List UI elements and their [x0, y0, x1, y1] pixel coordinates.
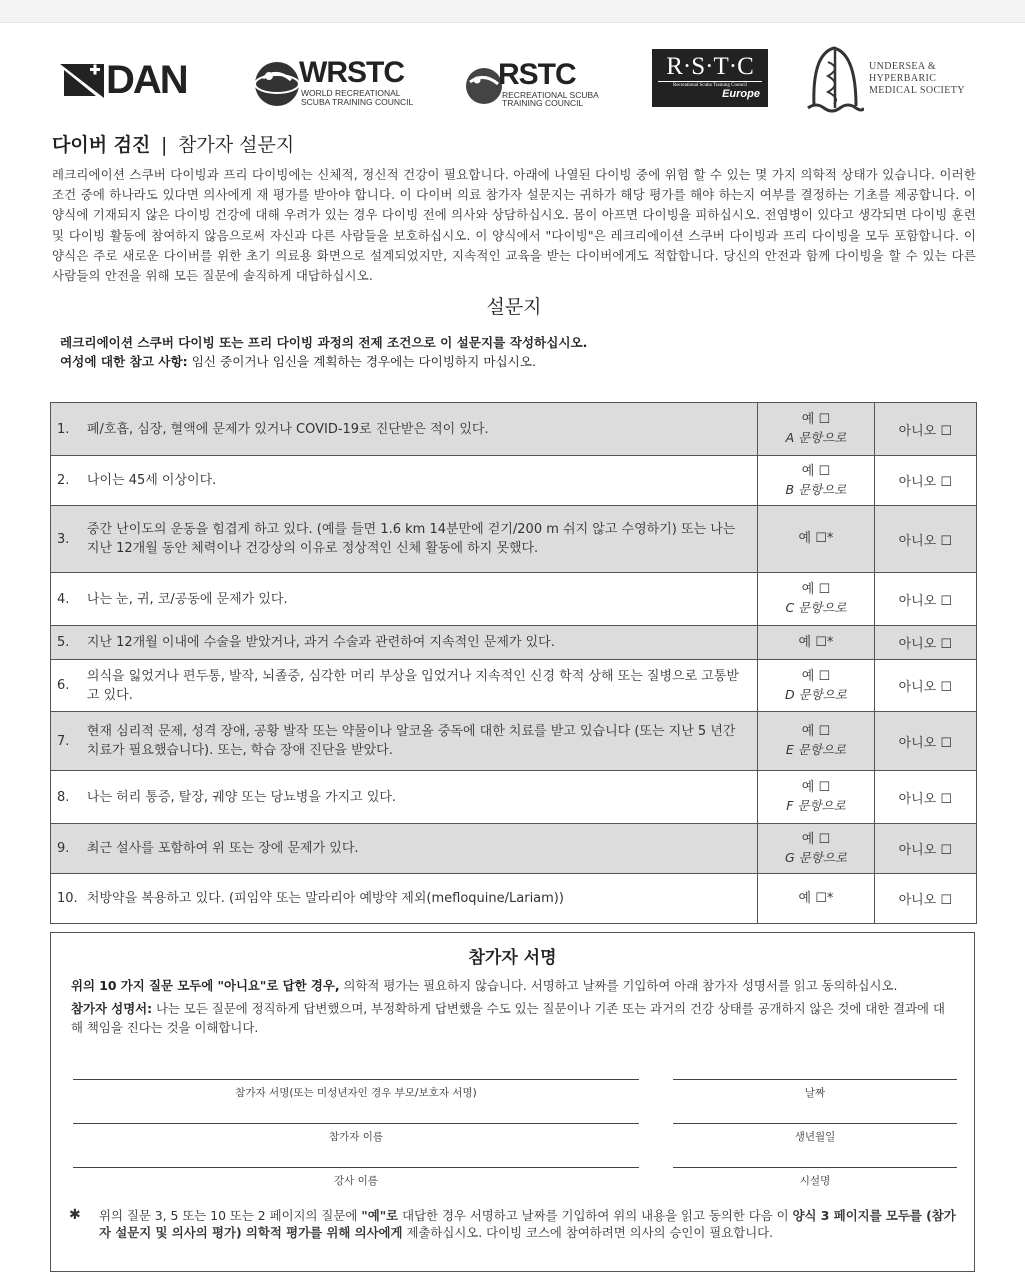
yes-checkbox[interactable]: 예 ☐ C 문항으로: [758, 573, 874, 626]
note-part: 위의 질문 3, 5 또는 10 또는 2 페이지의 질문에: [99, 1208, 362, 1223]
signature-title: 참가자 서명: [468, 948, 557, 968]
date-label: 날짜: [804, 1087, 826, 1099]
question-number: 6.: [51, 660, 83, 712]
no-answers-instruction: [71, 976, 956, 995]
no-checkbox[interactable]: 아니오 ☐: [874, 824, 976, 874]
question-row: [51, 660, 977, 712]
participant-signature-line[interactable]: [73, 1079, 639, 1080]
rstc-europe-region: Europe: [722, 88, 760, 100]
no-checkbox[interactable]: 아니오 ☐: [874, 660, 976, 712]
caduceus-icon: [806, 44, 864, 120]
question-number: 5.: [51, 626, 83, 660]
question-number: 8.: [51, 771, 83, 824]
yes-checkbox[interactable]: 예 ☐ E 문항으로: [758, 712, 874, 771]
physician-referral-note: [69, 1207, 959, 1241]
question-row: [51, 573, 977, 626]
wrstc-wordmark: WRSTC: [299, 56, 404, 89]
rstc-europe-logo: [652, 49, 768, 107]
yes-checkbox[interactable]: 예 ☐ A 문항으로: [758, 403, 874, 456]
question-text: 중간 난이도의 운동을 힘겹게 하고 있다. (예를 들면 1.6 km 14분만에 걷기/200 m 쉬지 않고 수영하기) 또는 나는 지난 12개월 동안 체력이나 건강상의 이유로 정상적인 신체 활동에 하지 못했다.: [83, 506, 758, 573]
uhms-line1: UNDERSEA &: [869, 61, 937, 72]
asterisk-icon: ✱: [69, 1207, 81, 1223]
women-note-text: 임신 중이거나 임신을 계획하는 경우에는 다이빙하지 마십시오.: [187, 354, 537, 370]
instructor-name-label: 강사 이름: [334, 1175, 378, 1187]
no-checkbox[interactable]: 아니오 ☐: [874, 573, 976, 626]
goto-section: C 문항으로: [785, 600, 847, 615]
no-checkbox[interactable]: 아니오 ☐: [874, 456, 976, 506]
yes-checkbox[interactable]: 예 ☐ B 문항으로: [758, 456, 874, 506]
facility-name-line[interactable]: [673, 1167, 957, 1168]
rstc-sub1: RECREATIONAL SCUBA: [502, 90, 599, 100]
question-number: 7.: [51, 712, 83, 771]
diver-globe-icon: [253, 60, 301, 108]
rstc-europe-sub: Recreational Scuba Training Council: [658, 81, 762, 88]
participant-signature-label: 참가자 서명(또는 미성년자인 경우 부모/보호자 서명): [235, 1087, 477, 1099]
instructor-name-line[interactable]: [73, 1167, 639, 1168]
questions-table: [50, 402, 977, 924]
no-checkbox[interactable]: 아니오 ☐: [874, 626, 976, 660]
women-note-label: 여성에 대한 참고 사항:: [60, 354, 188, 370]
question-number: 9.: [51, 824, 83, 874]
uhms-logo: [806, 44, 976, 120]
page-title: [52, 130, 976, 157]
statement-text: 나는 모든 질문에 정직하게 답변했으며, 부정확하게 답변했을 수도 있는 질문이나 기존 또는 과거의 건강 상태를 공개하지 않은 것에 대한 결과에 대해 책임을 진다는 것을 이해합니다.: [71, 1001, 945, 1035]
question-row: [51, 771, 977, 824]
rstc-wordmark: RSTC: [498, 58, 576, 91]
title-subtitle: 참가자 설문지: [178, 134, 295, 156]
statement-label: 참가자 성명서:: [71, 1001, 153, 1016]
yes-checkbox[interactable]: 예 ☐ F 문항으로: [758, 771, 874, 824]
question-number: 2.: [51, 456, 83, 506]
dan-logo: [60, 58, 210, 102]
question-text: 처방약을 복용하고 있다. (피임약 또는 말라리아 예방약 제외(mefloquine/Lariam)): [83, 874, 758, 924]
prerequisite-line: 레크리에이션 스쿠버 다이빙 또는 프리 다이빙 과정의 전제 조건으로 이 설문지를 작성하십시오.: [60, 335, 588, 351]
wrstc-sub2: SCUBA TRAINING COUNCIL: [301, 97, 414, 107]
participant-statement: [71, 999, 956, 1037]
title-main: 다이버 검진: [52, 134, 151, 156]
question-row: [51, 712, 977, 771]
no-checkbox[interactable]: 아니오 ☐: [874, 771, 976, 824]
goto-section: D 문항으로: [785, 686, 847, 702]
goto-section: A 문항으로: [785, 430, 847, 445]
question-number: 4.: [51, 573, 83, 626]
intro-paragraph: 레크리에이션 스쿠버 다이빙과 프리 다이빙에는 신체적, 정신적 건강이 필요합니다. 아래에 나열된 다이빙 중에 위험 할 수 있는 몇 가지 의학적 상태가 있습니다. 이러한 조건 중에 하나라도 있다면 의사에게 재 평가를 받아야 합니다. 이 다이버 의료 참가자 설문지는 귀하가 해당 평가를 해야 하는지 여부를 결정하는 기초를 제공합니다. 이 양식에 기재되지 않은 다이빙 건강에 대해 우려가 있는 경우 다이빙 전에 의사와 상담하십시오. 몸이 아프면 다이빙을 피하십시오. 전염병이 있다고 생각되면 다이빙 훈련 및 다이빙 활동에 참여하지 않음으로써 자신과 다른 사람들을 보호하십시오. 이 양식에서 "다이빙"은 레크리에이션 스쿠버 다이빙과 프리 다이빙을 모두 포함합니다. 이 양식은 주로 새로운 다이버를 위한 초기 의료용 화면으로 설계되었지만, 지속적인 교육을 받는 다이버에게도 적합합니다. 당신의 안전과 함께 다이빙을 할 수 있는 다른 사람들의 안전을 위해 모든 질문에 솔직하게 대답하십시오.: [52, 167, 976, 284]
form-header-section: [52, 130, 976, 371]
question-row: [51, 824, 977, 874]
question-text: 나는 허리 통증, 탈장, 궤양 또는 당뇨병을 가지고 있다.: [83, 771, 758, 824]
no-checkbox[interactable]: 아니오 ☐: [874, 506, 976, 573]
date-line[interactable]: [673, 1079, 957, 1080]
goto-section: F 문항으로: [786, 798, 846, 813]
no-checkbox[interactable]: 아니오 ☐: [874, 874, 976, 924]
yes-checkbox[interactable]: 예 ☐*: [758, 506, 874, 573]
rstc-logo: [464, 60, 604, 108]
question-text: 지난 12개월 이내에 수술을 받았거나, 과거 수술과 관련하여 지속적인 문제가 있다.: [83, 626, 758, 660]
title-separator: |: [161, 134, 168, 156]
question-row: [51, 874, 977, 924]
participant-name-label: 참가자 이름: [328, 1131, 384, 1143]
yes-checkbox[interactable]: 예 ☐*: [758, 626, 874, 660]
uhms-line3: MEDICAL SOCIETY: [869, 85, 965, 96]
yes-checkbox[interactable]: 예 ☐*: [758, 874, 874, 924]
note-emphasis: 양식 3 페이지를 모두를 (참가자 설문지 및 의사의 평가) 의학적 평가를 위해 의사에게: [99, 1208, 956, 1240]
note-part: 대답한 경우 서명하고 날짜를 기입하여 위의 내용을 읽고 동의한 다음 이: [398, 1208, 793, 1223]
question-row: [51, 506, 977, 573]
goto-section: B 문항으로: [785, 481, 847, 497]
birthdate-line[interactable]: [673, 1123, 957, 1124]
question-text: 나는 눈, 귀, 코/공동에 문제가 있다.: [83, 573, 758, 626]
note-text: [99, 1207, 959, 1241]
note-part: 제출하십시오. 다이빙 코스에 참여하려면 의사의 승인이 필요합니다.: [402, 1225, 774, 1240]
dan-wordmark: DAN: [106, 58, 187, 102]
no-checkbox[interactable]: 아니오 ☐: [874, 712, 976, 771]
goto-section: E 문항으로: [785, 742, 847, 757]
rstc-europe-wordmark: R·S·T·C: [666, 53, 754, 80]
no-answers-text: 의학적 평가는 필요하지 않습니다. 서명하고 날짜를 기입하여 아래 참가자 성명서를 읽고 동의하십시오.: [339, 978, 898, 993]
rstc-sub2: TRAINING COUNCIL: [502, 98, 584, 108]
goto-section: G 문항으로: [784, 849, 847, 865]
birthdate-label: 생년월일: [794, 1131, 836, 1143]
wrstc-sub1: WORLD RECREATIONAL: [301, 88, 401, 98]
question-number: 1.: [51, 403, 83, 456]
questionnaire-title: 설문지: [486, 296, 542, 319]
question-row: [51, 403, 977, 456]
prerequisite-note: [60, 333, 976, 371]
logo-strip: [58, 44, 978, 122]
question-number: 10.: [51, 874, 83, 924]
yes-checkbox[interactable]: 예 ☐ D 문항으로: [758, 660, 874, 712]
women-note: [60, 352, 976, 371]
question-text: 최근 설사를 포함하여 위 또는 장에 문제가 있다.: [83, 824, 758, 874]
no-checkbox[interactable]: 아니오 ☐: [874, 403, 976, 456]
question-text: 현재 심리적 문제, 성격 장애, 공황 발작 또는 약물이나 알코올 중독에 대한 치료를 받고 있습니다 (또는 지난 5 년간 치료가 필요했습니다). 또는, 학습 장애 진단을 받았다.: [83, 712, 758, 771]
no-answers-bold: 위의 10 가지 질문 모두에 "아니요"로 답한 경우,: [71, 978, 340, 993]
signature-section: [50, 932, 975, 1272]
top-bar: [0, 0, 1025, 23]
yes-checkbox[interactable]: 예 ☐ G 문항으로: [758, 824, 874, 874]
question-text: 나이는 45세 이상이다.: [83, 456, 758, 506]
note-yes-emphasis: "예"로: [361, 1208, 399, 1223]
question-text: 의식을 잃었거나 편두통, 발작, 뇌졸중, 심각한 머리 부상을 입었거나 지속적인 신경 학적 상해 또는 질병으로 고통받고 있다.: [83, 660, 758, 712]
wrstc-logo: [253, 58, 423, 108]
question-row: [51, 456, 977, 506]
question-row: [51, 626, 977, 660]
participant-name-line[interactable]: [73, 1123, 639, 1124]
question-number: 3.: [51, 506, 83, 573]
uhms-line2: HYPERBARIC: [869, 73, 937, 84]
facility-name-label: 시설명: [799, 1175, 831, 1187]
question-text: 폐/호흡, 심장, 혈액에 문제가 있거나 COVID-19로 진단받은 적이 있다.: [83, 403, 758, 456]
